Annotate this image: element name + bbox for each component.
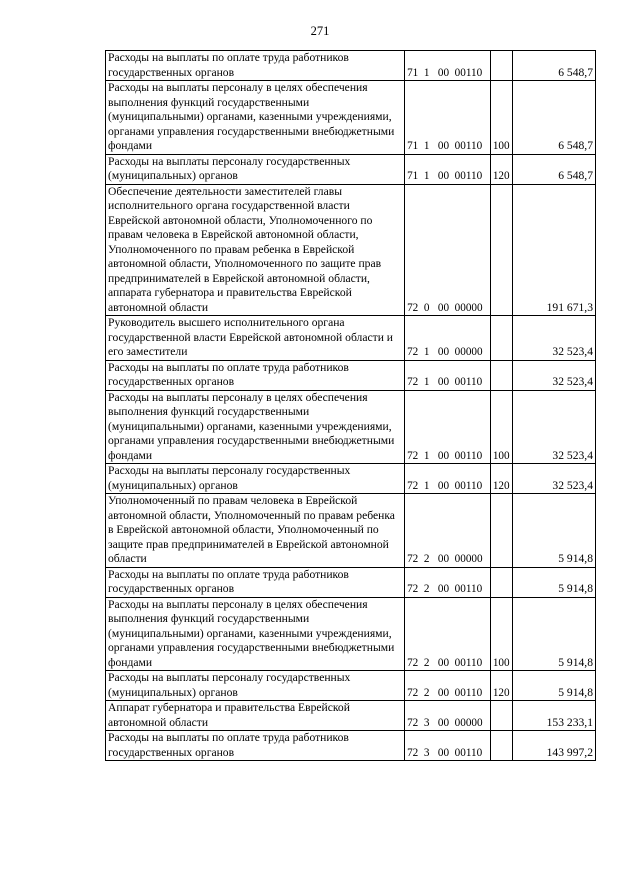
- row-name: Расходы на выплаты персоналу в целях обеспечения выполнения функций государственными (муниципальными) органами, казенными учреждениями, органами управления государственными внебюджетными фондами: [106, 597, 405, 671]
- row-code: 72 2 00 00110: [405, 597, 491, 671]
- row-name: Расходы на выплаты персоналу в целях обеспечения выполнения функций государственными (муниципальными) органами, казенными учреждениями, органами управления государственными внебюджетными фондами: [106, 390, 405, 464]
- row-vr: 120: [490, 671, 512, 701]
- table-row: [106, 464, 596, 494]
- row-amount: 32 523,4: [512, 464, 595, 494]
- row-amount: 32 523,4: [512, 390, 595, 464]
- row-name: Уполномоченный по правам человека в Еврейской автономной области, Уполномоченный по правам ребенка в Еврейской автономной области, Уполномоченный по защите прав предпринимателей в Еврейской автономной области: [106, 494, 405, 568]
- row-amount: 6 548,7: [512, 51, 595, 81]
- row-vr: 100: [490, 81, 512, 155]
- row-name: Расходы на выплаты по оплате труда работников государственных органов: [106, 567, 405, 597]
- row-code: 71 1 00 00110: [405, 81, 491, 155]
- row-code: 71 1 00 00110: [405, 51, 491, 81]
- row-amount: 5 914,8: [512, 494, 595, 568]
- row-amount: 32 523,4: [512, 360, 595, 390]
- row-name: Расходы на выплаты по оплате труда работников государственных органов: [106, 51, 405, 81]
- row-code: 72 0 00 00000: [405, 184, 491, 316]
- row-vr: [490, 731, 512, 761]
- row-name: Расходы на выплаты по оплате труда работников государственных органов: [106, 360, 405, 390]
- row-vr: [490, 360, 512, 390]
- table-row: [106, 316, 596, 361]
- row-code: 72 3 00 00000: [405, 701, 491, 731]
- row-code: 71 1 00 00110: [405, 154, 491, 184]
- table-row: [106, 154, 596, 184]
- row-amount: 32 523,4: [512, 316, 595, 361]
- row-name: Расходы на выплаты персоналу государственных (муниципальных) органов: [106, 464, 405, 494]
- table-row: [106, 597, 596, 671]
- row-vr: [490, 567, 512, 597]
- table-row: [106, 701, 596, 731]
- page-number: 271: [310, 24, 330, 38]
- table-row: [106, 731, 596, 761]
- row-amount: 6 548,7: [512, 81, 595, 155]
- row-name: Расходы на выплаты персоналу в целях обеспечения выполнения функций государственными (муниципальными) органами, казенными учреждениями, органами управления государственными внебюджетными фондами: [106, 81, 405, 155]
- row-name: Руководитель высшего исполнительного органа государственной власти Еврейской автономной области и его заместители: [106, 316, 405, 361]
- table-row: [106, 567, 596, 597]
- row-code: 72 2 00 00110: [405, 671, 491, 701]
- row-code: 72 1 00 00110: [405, 360, 491, 390]
- row-amount: 6 548,7: [512, 154, 595, 184]
- row-code: 72 2 00 00110: [405, 567, 491, 597]
- row-amount: 5 914,8: [512, 597, 595, 671]
- row-code: 72 1 00 00110: [405, 390, 491, 464]
- row-vr: [490, 316, 512, 361]
- row-vr: 120: [490, 154, 512, 184]
- table-row: [106, 494, 596, 568]
- row-name: Расходы на выплаты персоналу государственных (муниципальных) органов: [106, 154, 405, 184]
- row-amount: 5 914,8: [512, 671, 595, 701]
- row-name: Расходы на выплаты персоналу государственных (муниципальных) органов: [106, 671, 405, 701]
- table-row: [106, 390, 596, 464]
- row-amount: 143 997,2: [512, 731, 595, 761]
- row-vr: [490, 51, 512, 81]
- table-row: [106, 671, 596, 701]
- row-code: 72 3 00 00110: [405, 731, 491, 761]
- row-amount: 153 233,1: [512, 701, 595, 731]
- table-row: [106, 360, 596, 390]
- table-row: [106, 184, 596, 316]
- row-code: 72 1 00 00000: [405, 316, 491, 361]
- row-vr: [490, 494, 512, 568]
- row-vr: 120: [490, 464, 512, 494]
- row-code: 72 2 00 00000: [405, 494, 491, 568]
- row-name: Расходы на выплаты по оплате труда работников государственных органов: [106, 731, 405, 761]
- table-row: [106, 81, 596, 155]
- budget-table: [105, 50, 596, 761]
- row-vr: 100: [490, 390, 512, 464]
- row-code: 72 1 00 00110: [405, 464, 491, 494]
- row-vr: [490, 701, 512, 731]
- row-vr: [490, 184, 512, 316]
- row-name: Аппарат губернатора и правительства Еврейской автономной области: [106, 701, 405, 731]
- row-amount: 5 914,8: [512, 567, 595, 597]
- row-name: Обеспечение деятельности заместителей главы исполнительного органа государственной власти Еврейской автономной области, Уполномоченного по правам человека в Еврейской автономной области, Уполномоченного по правам ребенка в Еврейской автономной области, Уполномоченного по защите прав предпринимателей в Еврейской автономной области, аппарата губернатора и правительства Еврейской автономной области: [106, 184, 405, 316]
- row-amount: 191 671,3: [512, 184, 595, 316]
- row-vr: 100: [490, 597, 512, 671]
- table-row: [106, 51, 596, 81]
